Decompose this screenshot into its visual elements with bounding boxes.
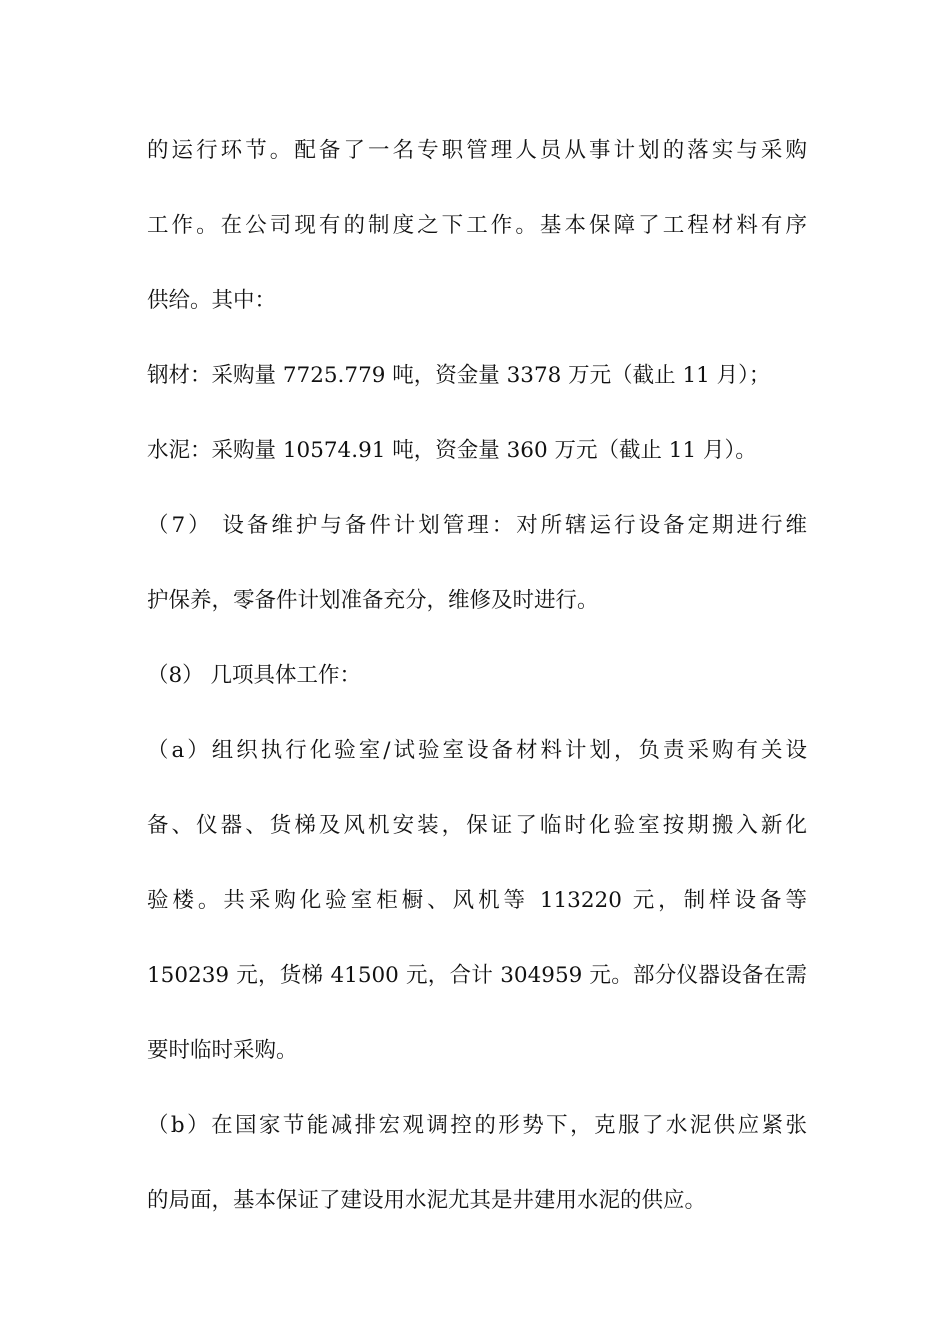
- steel-purchase-line: 钢材：采购量 7725.779 吨，资金量 3378 万元（截止 11 月）；: [147, 363, 771, 388]
- paragraph-line: 工作。在公司现有的制度之下工作。基本保障了工程材料有序: [147, 213, 807, 238]
- paragraph-line: 150239 元，货梯 41500 元，合计 304959 元。部分仪器设备在需: [147, 963, 807, 988]
- paragraph-line: 备、仪器、货梯及风机安装，保证了临时化验室按期搬入新化: [147, 813, 807, 838]
- paragraph-line: 的运行环节。配备了一名专职管理人员从事计划的落实与采购: [147, 138, 807, 163]
- item-a-line: （a）组织执行化验室/试验室设备材料计划，负责采购有关设: [147, 738, 807, 763]
- paragraph-line: 验楼。共采购化验室柜橱、风机等 113220 元，制样设备等: [147, 888, 807, 913]
- item-b-line: （b）在国家节能减排宏观调控的形势下，克服了水泥供应紧张: [147, 1113, 807, 1138]
- paragraph-line: 护保养，零备件计划准备充分，维修及时进行。: [147, 588, 599, 613]
- paragraph-line: 的局面，基本保证了建设用水泥尤其是井建用水泥的供应。: [147, 1188, 707, 1213]
- cement-purchase-line: 水泥：采购量 10574.91 吨，资金量 360 万元（截止 11 月）。: [147, 438, 757, 463]
- paragraph-line: 供给。其中：: [147, 288, 277, 313]
- section-8-heading-line: （8） 几项具体工作：: [147, 663, 362, 688]
- section-7-heading-line: （7） 设备维护与备件计划管理：对所辖运行设备定期进行维: [147, 513, 807, 538]
- paragraph-line: 要时临时采购。: [147, 1038, 298, 1063]
